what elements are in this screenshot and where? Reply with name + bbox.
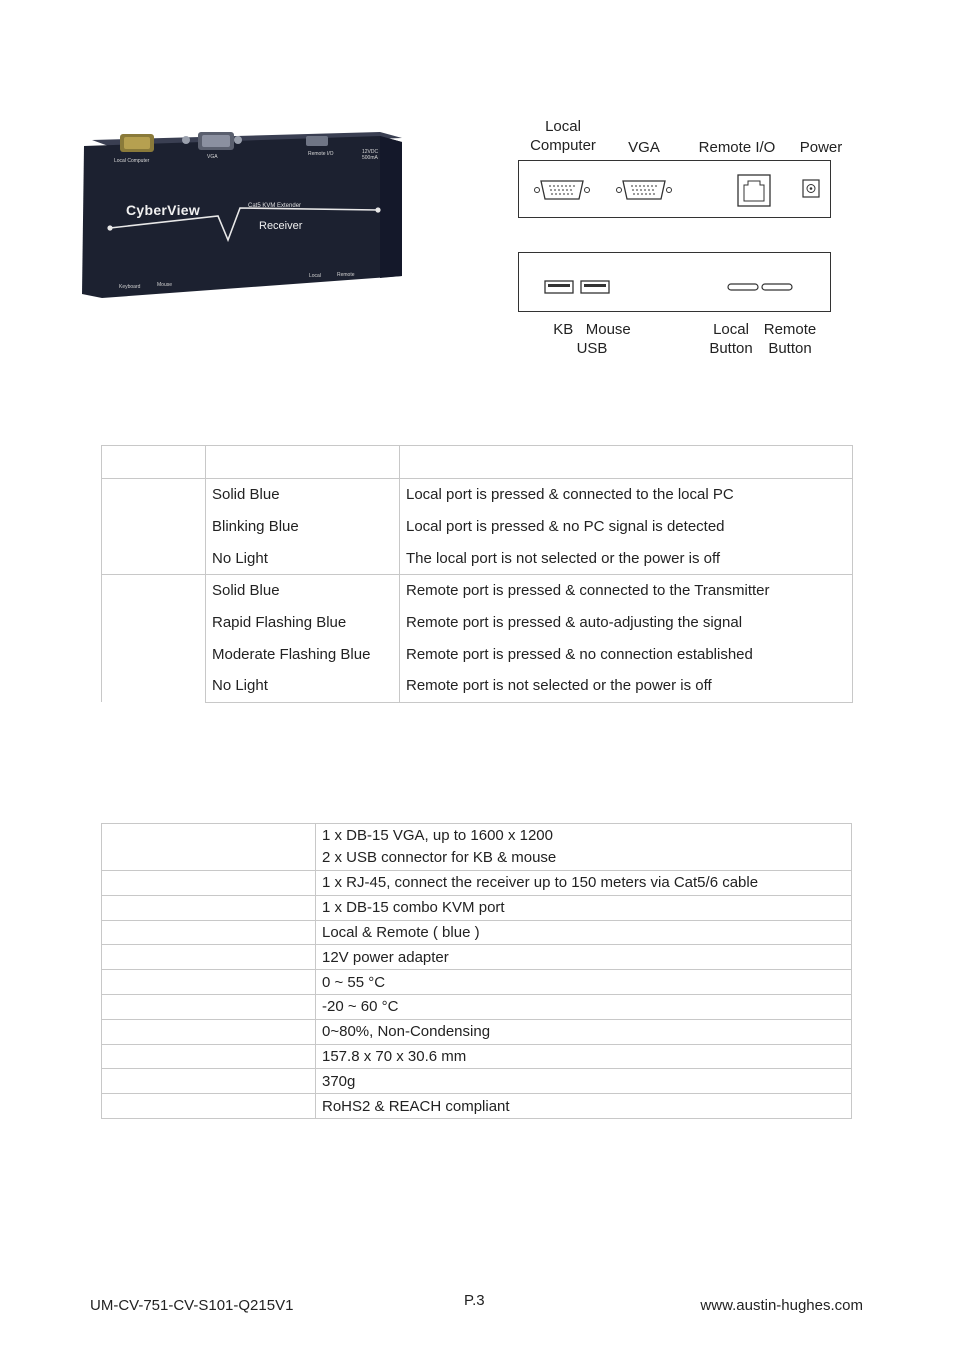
front-panel-diagram [518,252,831,312]
spec-label [102,970,316,995]
vga-port-local-icon [535,181,590,199]
photo-label-local-computer: Local Computer [114,158,150,164]
table-row [102,511,853,543]
table-row [102,1019,852,1044]
label-kb-mouse: KB Mouse USB [553,321,631,357]
spec-value: 1 x DB-15 combo KVM port [316,895,852,920]
led-meaning: Remote port is pressed & auto-adjusting the signal [400,607,853,639]
spec-label [102,994,316,1019]
spec-label [102,824,316,871]
photo-label-remote-io: Remote I/O [308,151,334,157]
photo-label-local: Local [309,273,321,279]
spec-label [102,1069,316,1094]
photo-subtitle: Cat5 KVM Extender [248,203,302,209]
photo-brand-logo: CyberView [126,202,201,218]
led-meaning: Local port is pressed & no PC signal is detected [400,511,853,543]
specification-table [101,823,852,1119]
table-row [102,542,853,574]
label-vga: VGA [628,139,660,156]
spec-value: RoHS2 & REACH compliant [316,1094,852,1119]
led-header-cell [400,446,853,479]
table-row [102,970,852,995]
photo-label-remote: Remote [337,272,355,278]
table-row [102,479,853,511]
rj45-port-icon [738,175,770,206]
spec-value: 12V power adapter [316,945,852,970]
spec-label [102,895,316,920]
rear-panel-diagram [518,160,831,218]
led-status: Solid Blue [206,479,400,511]
usb-port-keyboard-icon [545,281,573,293]
vga-port-icon [617,181,672,199]
spec-value: Local & Remote ( blue ) [316,920,852,945]
led-meaning: The local port is not selected or the power is off [400,542,853,574]
led-status: No Light [206,670,400,702]
table-row [102,945,852,970]
led-group-name [102,479,206,575]
spec-label [102,920,316,945]
usb-port-mouse-icon [581,281,609,293]
table-row [102,895,852,920]
footer-website-link[interactable]: www.austin-hughes.com [700,1297,863,1314]
led-meaning: Remote port is pressed & no connection established [400,638,853,670]
table-row [102,638,853,670]
led-meaning: Remote port is pressed & connected to the Transmitter [400,575,853,607]
table-row [102,1044,852,1069]
led-status: No Light [206,542,400,574]
spec-value: 1 x RJ-45, connect the receiver up to 150 meters via Cat5/6 cable [316,871,852,896]
spec-value: 157.8 x 70 x 30.6 mm [316,1044,852,1069]
table-row [102,607,853,639]
label-local-computer: Local Computer [530,118,596,154]
label-local-button: Local Button [709,321,753,357]
led-table-header [102,446,853,479]
led-status: Moderate Flashing Blue [206,638,400,670]
spec-value: 0 ~ 55 °C [316,970,852,995]
table-row [102,920,852,945]
spec-value: 0~80%, Non-Condensing [316,1019,852,1044]
label-power: Power [799,139,843,156]
spec-label [102,871,316,896]
led-meaning: Remote port is not selected or the power is off [400,670,853,702]
table-row [102,575,853,607]
spec-label [102,1019,316,1044]
footer-page-number: P.3 [464,1292,485,1309]
led-status-table [101,445,853,703]
photo-label-power: 12VDC 500mA [362,149,379,161]
spec-value: -20 ~ 60 °C [316,994,852,1019]
footer-doc-id: UM-CV-751-CV-S101-Q215V1 [90,1297,294,1314]
led-status: Solid Blue [206,575,400,607]
led-group-name [102,575,206,703]
table-row [102,871,852,896]
photo-label-vga: VGA [207,154,218,160]
remote-button-icon [762,284,792,290]
power-jack-icon [803,180,819,197]
spec-value: 1 x DB-15 VGA, up to 1600 x 1200 2 x USB connector for KB & mouse [316,824,852,871]
spec-label [102,945,316,970]
spec-label [102,1094,316,1119]
table-row [102,1069,852,1094]
label-remote-io: Remote I/O [698,139,776,156]
photo-model-name: Receiver [259,220,303,232]
spec-label [102,1044,316,1069]
led-meaning: Local port is pressed & connected to the local PC [400,479,853,511]
led-header-cell [102,446,206,479]
spec-value: 370g [316,1069,852,1094]
table-row [102,994,852,1019]
photo-label-keyboard: Keyboard [119,284,141,290]
table-row [102,824,852,871]
photo-label-mouse: Mouse [157,282,173,288]
label-remote-button: Remote Button [763,321,817,357]
local-button-icon [728,284,758,290]
table-row [102,670,853,702]
led-status: Rapid Flashing Blue [206,607,400,639]
led-status: Blinking Blue [206,511,400,543]
led-header-cell [206,446,400,479]
table-row [102,1094,852,1119]
